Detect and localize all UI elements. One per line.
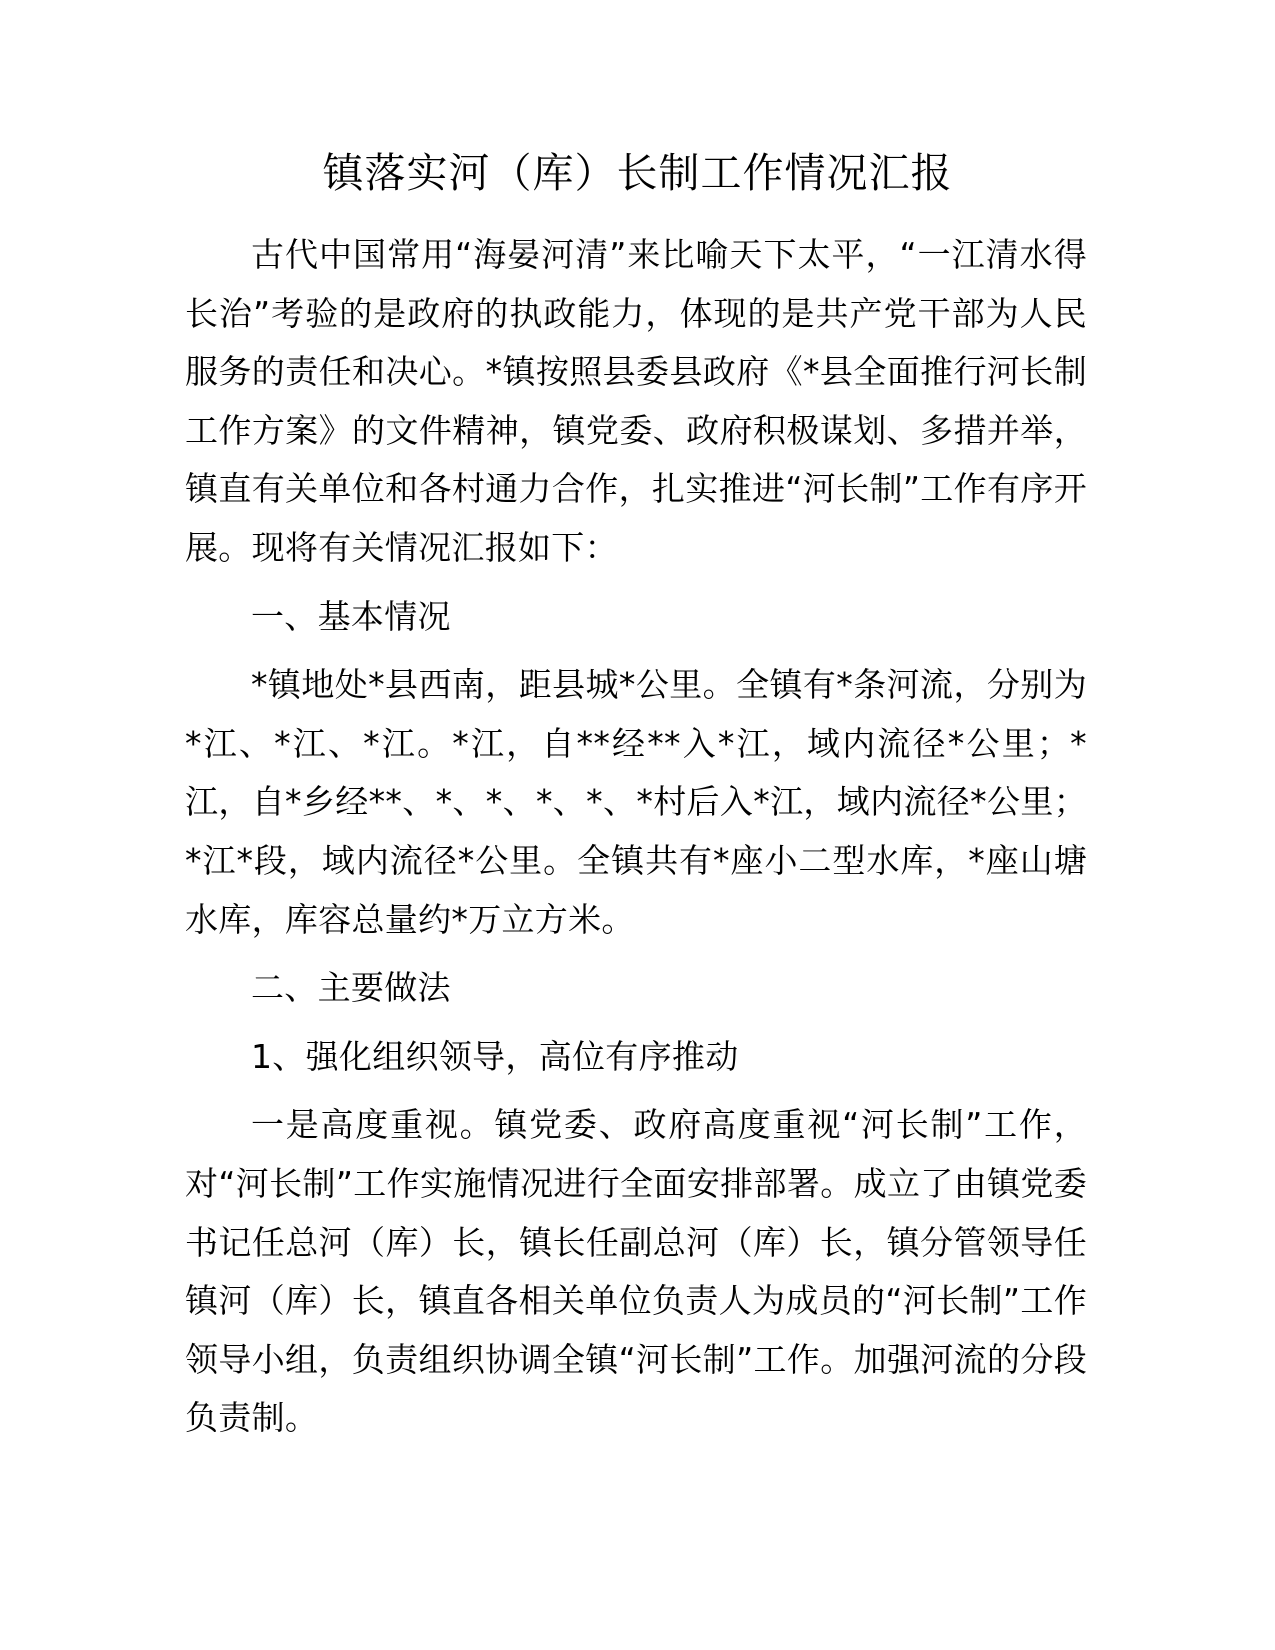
subsection-heading-organization: 1、强化组织领导，高位有序推动 <box>251 1036 739 1076</box>
basic-situation-paragraph: *镇地处*县西南，距县城*公里。全镇有*条河流，分别为*江、*江、*江。*江，自**经**入*江，域内流径*公里；*江，自*乡经**、*、*、*、*、*村后入*江，域内流径*公里；*江*段，域内流径*公里。全镇共有*座小二型水库，*座山塘水库，库容总量约*万立方米。 <box>185 665 1087 939</box>
document-body <box>185 226 1087 1448</box>
document-title: 镇落实河（库）长制工作情况汇报 <box>322 149 953 197</box>
section-heading-basic-situation: 一、基本情况 <box>251 596 451 636</box>
organization-paragraph: 一是高度重视。镇党委、政府高度重视“河长制”工作，对“河长制”工作实施情况进行全面安排部署。成立了由镇党委书记任总河（库）长，镇长任副总河（库）长，镇分管领导任镇河（库）长，镇直各相关单位负责人为成员的“河长制”工作领导小组，负责组织协调全镇“河长制”工作。加强河流的分段负责制。 <box>185 1105 1087 1438</box>
intro-paragraph: 古代中国常用“海晏河清”来比喻天下太平，“一江清水得长治”考验的是政府的执政能力，体现的是共产党干部为人民服务的责任和决心。*镇按照县委县政府《*县全面推行河长制工作方案》的文件精神，镇党委、政府积极谋划、多措并举，镇直有关单位和各村通力合作，扎实推进“河长制”工作有序开展。现将有关情况汇报如下： <box>185 235 1087 567</box>
section-heading-main-practices: 二、主要做法 <box>251 968 451 1008</box>
